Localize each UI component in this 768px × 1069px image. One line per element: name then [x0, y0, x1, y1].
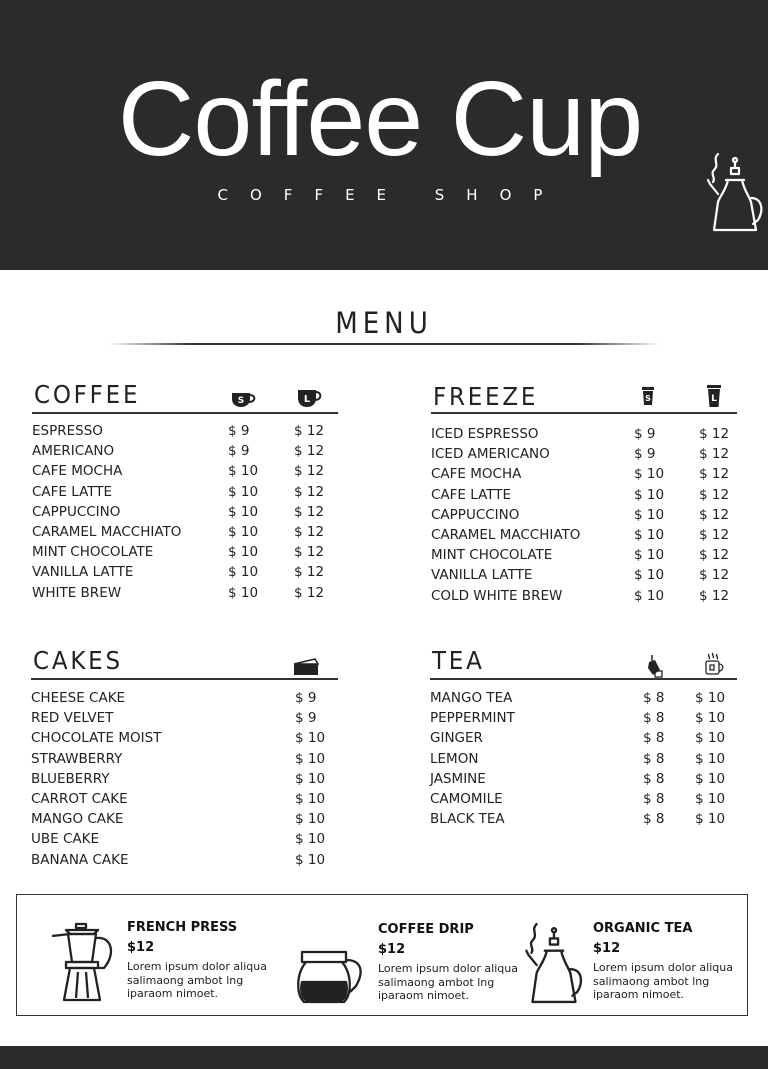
featured-description: Lorem ipsum dolor aliqua salimaong ambot lng iparaom nimoet.: [127, 960, 267, 1000]
iced-cup-large-icon: [706, 384, 722, 408]
item-name: WHITE BREW: [32, 584, 122, 601]
item-price-small: $ 10: [634, 527, 665, 543]
featured-description: Lorem ipsum dolor aliqua salimaong ambot lng iparaom nimoet.: [593, 961, 733, 1001]
freeze-item-row: [431, 507, 731, 527]
featured-price: $12: [378, 942, 406, 957]
freeze-item-row: [431, 567, 731, 587]
item-price-small: $ 10: [228, 584, 259, 601]
item-price-small: $ 10: [634, 547, 665, 564]
coffee-cup-small-icon: [230, 390, 256, 408]
freeze-section-title: FREEZE: [433, 382, 539, 411]
item-price-large: $ 12: [699, 426, 730, 442]
item-name: CAFE LATTE: [32, 483, 113, 500]
item-price-large: $ 12: [294, 544, 325, 561]
item-name: CHOCOLATE MOIST: [31, 730, 162, 747]
item-price-small: $ 10: [228, 463, 259, 480]
tea-item-row: [430, 730, 730, 750]
item-price-large: $ 10: [695, 690, 726, 706]
item-price-small: $ 9: [228, 423, 250, 439]
menu-title: MENU: [335, 306, 433, 340]
tea-section-rule: [430, 678, 737, 680]
item-name: VANILLA LATTE: [431, 567, 533, 584]
item-name: ESPRESSO: [32, 423, 103, 439]
tea-kettle-icon: [522, 920, 586, 1006]
item-name: CAFE LATTE: [431, 486, 512, 503]
item-price-small: $ 10: [634, 486, 665, 503]
item-price-small: $ 9: [228, 443, 250, 460]
menu-divider: [108, 343, 660, 345]
item-name: CAFE MOCHA: [431, 466, 522, 483]
freeze-item-row: [431, 426, 731, 446]
item-price-small: $ 8: [643, 750, 665, 767]
coffee-section-title: COFFEE: [34, 380, 141, 409]
item-price: $ 10: [295, 831, 326, 848]
item-price-large: $ 12: [699, 587, 730, 604]
coffee-item-row: [32, 443, 332, 463]
tea-item-row: [430, 791, 730, 811]
item-name: CARAMEL MACCHIATO: [32, 524, 182, 540]
freeze-item-row: [431, 466, 731, 486]
item-price: $ 9: [295, 690, 317, 706]
item-name: STRAWBERRY: [31, 750, 123, 767]
item-name: CHEESE CAKE: [31, 690, 126, 706]
item-price: $ 10: [295, 770, 326, 787]
tea-item-row: [430, 811, 730, 831]
item-price-small: $ 10: [228, 503, 259, 520]
item-price-small: $ 10: [228, 544, 259, 561]
cakes-item-row: [31, 791, 331, 811]
item-name: PEPPERMINT: [430, 710, 515, 727]
tea-bag-icon: [646, 654, 664, 678]
coffee-item-row: [32, 484, 332, 504]
coffee-item-row: [32, 564, 332, 584]
brand-tagline: COFFEE SHOP: [217, 186, 565, 204]
item-price-large: $ 12: [699, 527, 730, 543]
item-price-large: $ 12: [699, 446, 730, 463]
item-price-large: $ 12: [699, 547, 730, 564]
featured-name: ORGANIC TEA: [593, 921, 693, 936]
item-name: CARROT CAKE: [31, 791, 128, 807]
item-name: CARAMEL MACCHIATO: [431, 527, 581, 543]
item-name: MINT CHOCOLATE: [431, 547, 553, 564]
item-price-small: $ 10: [228, 564, 259, 581]
item-name: AMERICANO: [32, 443, 115, 460]
featured-price: $12: [127, 940, 155, 955]
coffee-item-row: [32, 423, 332, 443]
cakes-item-row: [31, 751, 331, 771]
item-price-small: $ 9: [634, 426, 656, 442]
freeze-section-rule: [431, 412, 737, 414]
item-price-large: $ 12: [294, 524, 325, 540]
item-price: $ 10: [295, 811, 326, 828]
item-name: MINT CHOCOLATE: [32, 544, 154, 561]
tea-item-row: [430, 751, 730, 771]
svg-text:L: L: [303, 394, 311, 405]
item-name: UBE CAKE: [31, 831, 100, 848]
cakes-section-title: CAKES: [33, 646, 123, 675]
coffee-item-row: [32, 544, 332, 564]
hot-mug-icon: [703, 652, 725, 676]
item-name: CAPPUCCINO: [431, 506, 520, 523]
item-price: $ 10: [295, 730, 326, 747]
brand-title: Coffee Cup: [117, 60, 643, 178]
freeze-item-row: [431, 487, 731, 507]
item-price-small: $ 8: [643, 730, 665, 747]
freeze-item-row: [431, 547, 731, 567]
header-banner: [0, 0, 768, 270]
item-price-small: $ 10: [634, 466, 665, 483]
item-name: BANANA CAKE: [31, 851, 129, 868]
cake-slice-icon: [293, 656, 319, 676]
item-price: $ 9: [295, 710, 317, 727]
item-price-large: $ 12: [294, 584, 325, 601]
item-name: MANGO TEA: [430, 690, 513, 706]
item-name: GINGER: [430, 730, 483, 747]
tea-item-row: [430, 710, 730, 730]
item-price-small: $ 8: [643, 791, 665, 807]
item-price-large: $ 10: [695, 710, 726, 727]
tea-item-row: [430, 771, 730, 791]
tea-section: [430, 646, 737, 846]
cakes-item-row: [31, 852, 331, 872]
tea-item-row: [430, 690, 730, 710]
cakes-item-row: [31, 811, 331, 831]
item-price-small: $ 9: [634, 446, 656, 463]
item-price-large: $ 10: [695, 791, 726, 807]
item-name: CAFE MOCHA: [32, 463, 123, 480]
coffee-item-row: [32, 524, 332, 544]
coffee-item-row: [32, 585, 332, 605]
item-price-large: $ 10: [695, 750, 726, 767]
featured-price: $12: [593, 941, 621, 956]
iced-cup-small-icon: [641, 386, 655, 406]
item-price-large: $ 10: [695, 730, 726, 747]
featured-organic-tea: [593, 921, 743, 1006]
bottom-bar: [0, 1046, 768, 1069]
svg-text:S: S: [645, 394, 651, 403]
item-price: $ 10: [295, 750, 326, 767]
item-price-large: $ 12: [294, 423, 325, 439]
coffee-carafe-icon: [294, 950, 366, 1006]
item-name: ICED AMERICANO: [431, 446, 550, 463]
featured-name: FRENCH PRESS: [127, 920, 238, 935]
item-price-small: $ 10: [634, 506, 665, 523]
cakes-item-row: [31, 730, 331, 750]
freeze-item-row: [431, 446, 731, 466]
featured-french-press: [127, 920, 277, 1005]
item-price-large: $ 12: [294, 463, 325, 480]
item-price-large: $ 12: [294, 443, 325, 460]
cakes-section: [31, 646, 338, 876]
svg-text:L: L: [711, 394, 717, 404]
item-price-large: $ 12: [699, 506, 730, 523]
item-price-large: $ 12: [699, 486, 730, 503]
item-price: $ 10: [295, 851, 326, 868]
coffee-item-row: [32, 463, 332, 483]
item-name: CAMOMILE: [430, 791, 503, 807]
coffee-cup-large-icon: [296, 388, 322, 408]
freeze-item-row: [431, 588, 731, 608]
item-price-small: $ 10: [228, 483, 259, 500]
item-price-small: $ 10: [634, 587, 665, 604]
item-price: $ 10: [295, 791, 326, 807]
freeze-section: [431, 382, 737, 612]
item-name: LEMON: [430, 750, 479, 767]
item-name: BLACK TEA: [430, 811, 505, 828]
item-price-small: $ 8: [643, 811, 665, 828]
moka-pot-icon: [48, 922, 118, 1004]
item-price-large: $ 12: [294, 483, 325, 500]
item-name: RED VELVET: [31, 710, 114, 727]
coffee-section: [32, 380, 338, 610]
freeze-item-row: [431, 527, 731, 547]
item-price-large: $ 12: [294, 564, 325, 581]
item-price-small: $ 10: [634, 567, 665, 584]
coffee-section-rule: [32, 412, 338, 414]
item-price-large: $ 10: [695, 770, 726, 787]
cakes-item-row: [31, 690, 331, 710]
item-name: JASMINE: [430, 770, 486, 787]
item-price-large: $ 12: [294, 503, 325, 520]
coffee-item-row: [32, 504, 332, 524]
item-price-small: $ 8: [643, 710, 665, 727]
cakes-item-row: [31, 831, 331, 851]
item-name: VANILLA LATTE: [32, 564, 134, 581]
item-name: ICED ESPRESSO: [431, 426, 539, 442]
item-price-small: $ 8: [643, 770, 665, 787]
svg-text:S: S: [237, 396, 245, 406]
item-price-small: $ 10: [228, 524, 259, 540]
item-price-small: $ 8: [643, 690, 665, 706]
cakes-item-row: [31, 710, 331, 730]
featured-coffee-drip: [378, 922, 528, 1007]
cakes-item-row: [31, 771, 331, 791]
featured-name: COFFEE DRIP: [378, 922, 474, 937]
tea-section-title: TEA: [432, 646, 485, 675]
item-price-large: $ 12: [699, 466, 730, 483]
kettle-icon: [704, 150, 766, 234]
item-name: BLUEBERRY: [31, 770, 110, 787]
item-price-large: $ 12: [699, 567, 730, 584]
item-name: CAPPUCCINO: [32, 503, 121, 520]
item-price-large: $ 10: [695, 811, 726, 828]
item-name: COLD WHITE BREW: [431, 587, 563, 604]
cakes-section-rule: [31, 678, 338, 680]
featured-description: Lorem ipsum dolor aliqua salimaong ambot lng iparaom nimoet.: [378, 962, 518, 1002]
item-name: MANGO CAKE: [31, 811, 124, 828]
